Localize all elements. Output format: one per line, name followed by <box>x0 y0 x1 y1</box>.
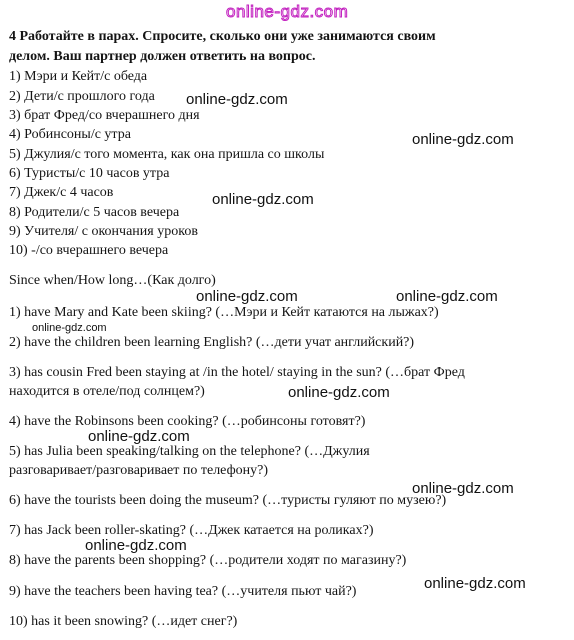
answer-3-line-1: 3) has cousin Fred been staying at /in the hotel/ staying in the sun? (…брат Фред <box>9 365 465 380</box>
answer-7: 7) has Jack been roller-skating? (…Джек катается на роликах?) <box>9 523 374 538</box>
watermark: online-gdz.com <box>88 428 190 445</box>
prompt-item-3: 3) брат Фред/со вчерашнего дня <box>9 108 200 123</box>
answer-1: 1) have Mary and Kate been skiing? (…Мэри и Кейт катаются на лыжах?) <box>9 305 439 320</box>
prompt-item-4: 4) Робинсоны/с утра <box>9 127 131 142</box>
prompt-item-9: 9) Учителя/ с окончания уроков <box>9 224 198 239</box>
watermark: online-gdz.com <box>396 288 498 305</box>
watermark: online-gdz.com <box>196 288 298 305</box>
watermark: online-gdz.com <box>288 384 390 401</box>
prompt-item-8: 8) Родители/с 5 часов вечера <box>9 205 180 220</box>
answer-2: 2) have the children been learning English? (…дети учат английский?) <box>9 335 415 350</box>
watermark: online-gdz.com <box>85 537 187 554</box>
prompt-item-6: 6) Туристы/с 10 часов утра <box>9 166 170 181</box>
task-heading-line-2: делом. Ваш партнер должен ответить на вопрос. <box>9 49 316 64</box>
answer-8: 8) have the parents been shopping? (…родители ходят по магазину?) <box>9 553 407 568</box>
answer-4: 4) have the Robinsons been cooking? (…робинсоны готовят?) <box>9 414 366 429</box>
answer-9: 9) have the teachers been having tea? (…учителя пьют чай?) <box>9 584 357 599</box>
prompt-item-2: 2) Дети/с прошлого года <box>9 89 155 104</box>
watermark: online-gdz.com <box>32 322 107 334</box>
watermark: online-gdz.com <box>412 131 514 148</box>
task-heading-line-1: 4 Работайте в парах. Спросите, сколько они уже занимаются своим <box>9 29 436 44</box>
since-when-heading: Since when/How long…(Как долго) <box>9 273 216 288</box>
answer-5-line-1: 5) has Julia been speaking/talking on the telephone? (…Джулия <box>9 444 370 459</box>
prompt-item-7: 7) Джек/с 4 часов <box>9 185 114 200</box>
prompt-item-1: 1) Мэри и Кейт/с обеда <box>9 69 148 84</box>
watermark: online-gdz.com <box>186 91 288 108</box>
watermark: online-gdz.com <box>212 191 314 208</box>
site-watermark-top: online-gdz.com <box>226 2 349 21</box>
watermark: online-gdz.com <box>424 575 526 592</box>
watermark: online-gdz.com <box>412 480 514 497</box>
answer-5-line-2: разговаривает/разговаривает по телефону?) <box>9 463 269 478</box>
answer-6: 6) have the tourists been doing the museum? (…туристы гуляют по музею?) <box>9 493 447 508</box>
answer-3-line-2: находится в отеле/под солнцем?) <box>9 384 205 399</box>
prompt-item-5: 5) Джулия/с того момента, как она пришла со школы <box>9 147 325 162</box>
prompt-item-10: 10) -/со вчерашнего вечера <box>9 243 169 258</box>
answer-10: 10) has it been snowing? (…идет снег?) <box>9 614 238 629</box>
